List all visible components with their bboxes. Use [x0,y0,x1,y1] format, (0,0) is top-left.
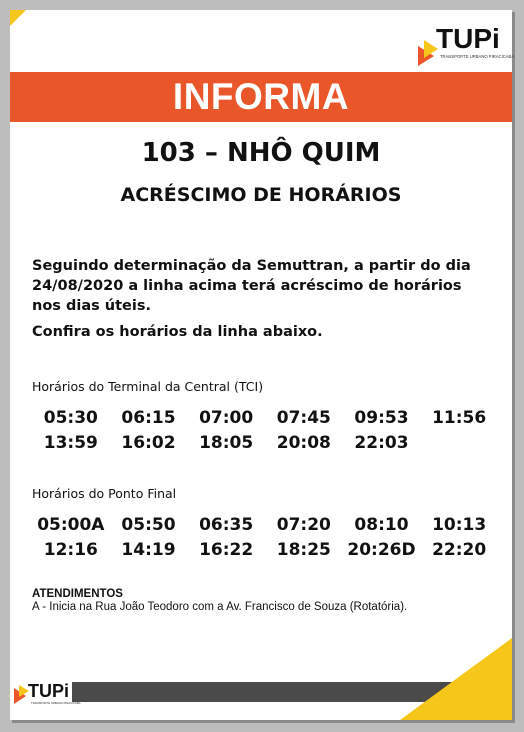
time-slot: 16:02 [121,433,176,453]
schedule-times-terminal [32,408,498,453]
time-slot: 07:00 [199,408,254,428]
line-subtitle: ACRÉSCIMO DE HORÁRIOS [120,184,402,206]
page-shadow-bottom [12,720,515,723]
corner-triangle-top-left [10,10,26,26]
time-slot: 18:05 [199,433,254,453]
notice-page [10,10,515,720]
time-slot: 18:25 [276,540,331,560]
atendimentos-item: A - Inicia na Rua João Teodoro com a Av. Francisco de Souza (Rotatória). [32,601,408,613]
tupi-logo-footer-icon [12,678,88,708]
time-slot: 09:53 [354,408,409,428]
notice-paragraph-1: Seguindo determinação da Semuttran, a partir do dia 24/08/2020 a linha acima terá acréscimo de horários nos dias úteis. [32,258,471,314]
time-slot: 22:03 [354,433,409,453]
time-slot: 12:16 [43,540,98,560]
time-slot: 05:30 [43,408,98,428]
footer-logo-brand-text: TUPi [28,681,70,701]
logo-brand-text: TUPi [436,23,500,54]
line-title: 103 – NHÔ QUIM [141,138,381,168]
time-slot: 05:00A [37,515,105,535]
time-slot: 16:22 [199,540,254,560]
atendimentos-title: ATENDIMENTOS [32,588,123,600]
time-slot: 20:08 [276,433,331,453]
informa-banner [10,72,512,122]
notice-paragraph-2: Confira os horários da linha abaixo. [32,324,323,340]
time-slot: 08:10 [354,515,409,535]
time-slot: 13:59 [43,433,98,453]
schedule-title-final: Horários do Ponto Final [32,486,177,501]
logo-tagline-text: TRANSPORTE URBANO PIRACICABA [440,54,515,59]
time-slot: 22:20 [432,540,487,560]
footer-bar [72,682,452,702]
schedule-title-terminal: Horários do Terminal da Central (TCI) [32,379,264,394]
footer-logo-tagline-text: TRANSPORTE URBANO PIRACICABA [31,701,81,705]
tupi-logo-icon [414,18,515,70]
time-slot: 11:56 [432,408,487,428]
schedule-times-final [32,515,498,560]
time-slot: 06:15 [121,408,176,428]
time-slot: 14:19 [121,540,176,560]
time-slot: 20:26D [347,540,416,560]
time-slot: 06:35 [199,515,254,535]
corner-triangle-bottom-right [400,638,512,720]
time-slot: 05:50 [121,515,176,535]
time-slot: 07:45 [276,408,331,428]
banner-title: INFORMA [172,76,350,117]
page-shadow-right [512,12,515,722]
time-slot: 10:13 [432,515,487,535]
time-slot: 07:20 [276,515,331,535]
